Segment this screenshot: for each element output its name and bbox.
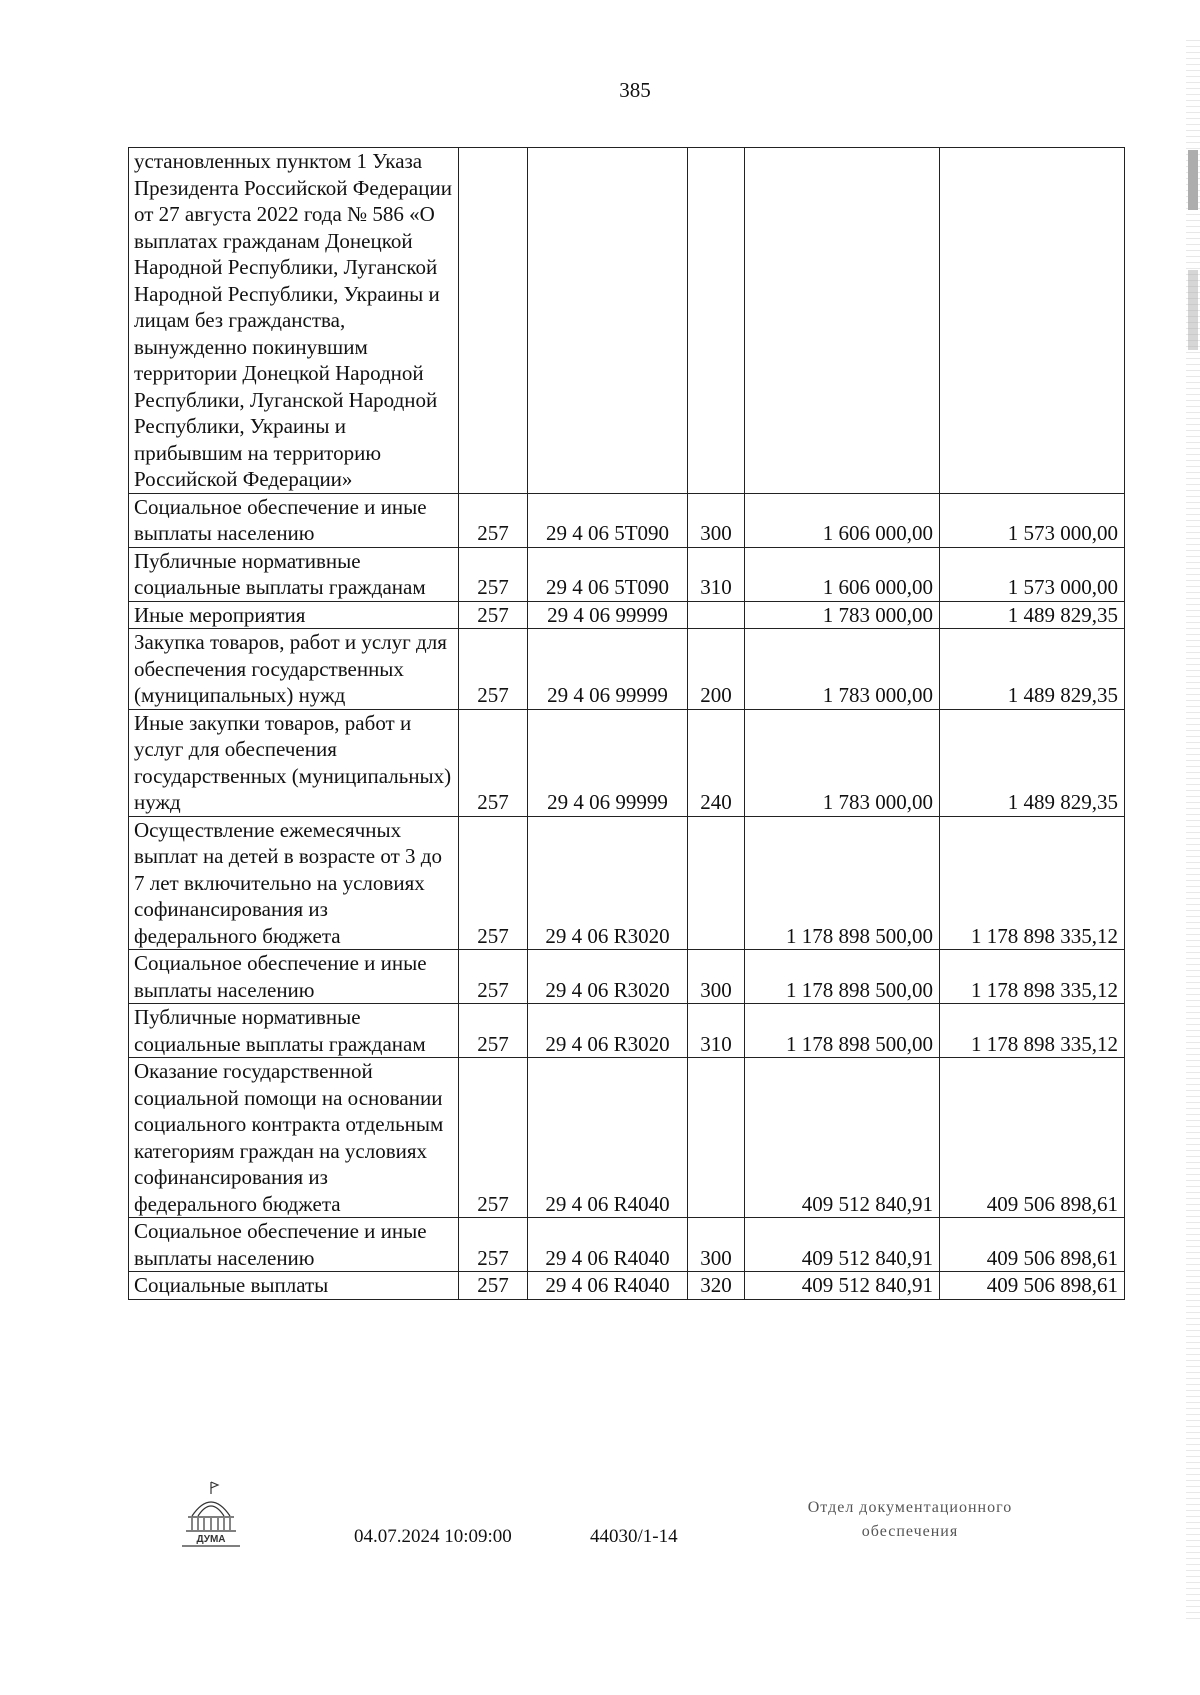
table-row xyxy=(129,629,1125,710)
page-number: 385 xyxy=(619,78,651,102)
actual-amount: 409 506 898,61 xyxy=(940,1058,1125,1218)
row-description: Осуществление ежемесячных выплат на детей в возрасте от 3 до 7 лет включительно на условиях софинансирования из федерального бюджета xyxy=(129,816,459,950)
expense-type: 240 xyxy=(688,709,745,816)
row-description: Публичные нормативные социальные выплаты гражданам xyxy=(129,1004,459,1058)
ministry-code: 257 xyxy=(459,1058,528,1218)
ministry-code: 257 xyxy=(459,1272,528,1300)
ministry-code: 257 xyxy=(459,601,528,629)
expense-type xyxy=(688,601,745,629)
target-article: 29 4 06 R4040 xyxy=(528,1272,688,1300)
target-article: 29 4 06 99999 xyxy=(528,709,688,816)
table-row xyxy=(129,493,1125,547)
expense-type xyxy=(688,816,745,950)
planned-amount: 409 512 840,91 xyxy=(745,1218,940,1272)
row-description: Иные мероприятия xyxy=(129,601,459,629)
actual-amount: 1 178 898 335,12 xyxy=(940,816,1125,950)
planned-amount: 1 178 898 500,00 xyxy=(745,816,940,950)
table-row xyxy=(129,1272,1125,1300)
row-description: Закупка товаров, работ и услуг для обеспечения государственных (муниципальных) нужд xyxy=(129,629,459,710)
budget-table-body xyxy=(129,148,1125,1300)
table-row xyxy=(129,148,1125,494)
ministry-code: 257 xyxy=(459,547,528,601)
target-article: 29 4 06 R3020 xyxy=(528,1004,688,1058)
target-article: 29 4 06 5Т090 xyxy=(528,547,688,601)
ministry-code: 257 xyxy=(459,950,528,1004)
row-description: Социальные выплаты xyxy=(129,1272,459,1300)
table-row xyxy=(129,816,1125,950)
target-article: 29 4 06 R4040 xyxy=(528,1218,688,1272)
expense-type xyxy=(688,1058,745,1218)
row-description: Социальное обеспечение и иные выплаты населению xyxy=(129,1218,459,1272)
target-article: 29 4 06 R3020 xyxy=(528,950,688,1004)
row-description: Социальное обеспечение и иные выплаты населению xyxy=(129,493,459,547)
planned-amount: 1 606 000,00 xyxy=(745,547,940,601)
footer-reg-number: 44030/1-14 xyxy=(590,1526,678,1547)
actual-amount: 1 573 000,00 xyxy=(940,493,1125,547)
ministry-code: 257 xyxy=(459,709,528,816)
planned-amount: 409 512 840,91 xyxy=(745,1058,940,1218)
actual-amount: 1 573 000,00 xyxy=(940,547,1125,601)
scan-edge-artifact xyxy=(1186,40,1200,1620)
scan-mark xyxy=(1188,150,1198,210)
expense-type: 300 xyxy=(688,1218,745,1272)
footer-datetime: 04.07.2024 10:09:00 xyxy=(354,1526,512,1547)
planned-amount: 1 606 000,00 xyxy=(745,493,940,547)
ministry-code: 257 xyxy=(459,629,528,710)
table-row xyxy=(129,1004,1125,1058)
expense-type: 300 xyxy=(688,950,745,1004)
stamp-line-2: обеспечения xyxy=(861,1523,959,1540)
table-row xyxy=(129,1218,1125,1272)
target-article: 29 4 06 5Т090 xyxy=(528,493,688,547)
row-description: установленных пунктом 1 Указа Президента Российской Федерации от 27 августа 2022 года № 586 «О выплатах гражданам Донецкой Народной Республики, Луганской Народной Республики, Украины и лицам без гражданства, вынужденно покинувшим территории Донецкой Народной Республики, Луганской Народной Республики, Украины и прибывшим на территорию Российской Федерации» xyxy=(129,148,459,494)
ministry-code xyxy=(459,148,528,494)
expense-type: 320 xyxy=(688,1272,745,1300)
expense-type xyxy=(688,148,745,494)
planned-amount: 1 783 000,00 xyxy=(745,709,940,816)
planned-amount xyxy=(745,148,940,494)
expense-type: 300 xyxy=(688,493,745,547)
stamp-line-1: Отдел документационного xyxy=(807,1499,1013,1516)
target-article: 29 4 06 R3020 xyxy=(528,816,688,950)
actual-amount: 1 178 898 335,12 xyxy=(940,950,1125,1004)
actual-amount: 1 489 829,35 xyxy=(940,629,1125,710)
ministry-code: 257 xyxy=(459,1004,528,1058)
row-description: Иные закупки товаров, работ и услуг для обеспечения государственных (муниципальных) нужд xyxy=(129,709,459,816)
planned-amount: 409 512 840,91 xyxy=(745,1272,940,1300)
row-description: Публичные нормативные социальные выплаты гражданам xyxy=(129,547,459,601)
planned-amount: 1 783 000,00 xyxy=(745,629,940,710)
actual-amount xyxy=(940,148,1125,494)
ministry-code: 257 xyxy=(459,1218,528,1272)
actual-amount: 409 506 898,61 xyxy=(940,1272,1125,1300)
table-row xyxy=(129,709,1125,816)
scan-mark xyxy=(1188,270,1198,350)
ministry-code: 257 xyxy=(459,816,528,950)
duma-logo xyxy=(178,1480,244,1550)
budget-table xyxy=(128,147,1125,1300)
target-article: 29 4 06 99999 xyxy=(528,629,688,710)
logo-text: ДУМА xyxy=(196,1534,226,1545)
actual-amount: 1 489 829,35 xyxy=(940,601,1125,629)
row-description: Социальное обеспечение и иные выплаты населению xyxy=(129,950,459,1004)
planned-amount: 1 783 000,00 xyxy=(745,601,940,629)
target-article xyxy=(528,148,688,494)
target-article: 29 4 06 R4040 xyxy=(528,1058,688,1218)
ministry-code: 257 xyxy=(459,493,528,547)
actual-amount: 409 506 898,61 xyxy=(940,1218,1125,1272)
row-description: Оказание государственной социальной помощи на основании социального контракта отдельным категориям граждан на условиях софинансирования из федерального бюджета xyxy=(129,1058,459,1218)
expense-type: 200 xyxy=(688,629,745,710)
expense-type: 310 xyxy=(688,1004,745,1058)
table-row xyxy=(129,601,1125,629)
target-article: 29 4 06 99999 xyxy=(528,601,688,629)
planned-amount: 1 178 898 500,00 xyxy=(745,950,940,1004)
table-row xyxy=(129,1058,1125,1218)
actual-amount: 1 489 829,35 xyxy=(940,709,1125,816)
department-stamp xyxy=(770,1496,1050,1544)
actual-amount: 1 178 898 335,12 xyxy=(940,1004,1125,1058)
planned-amount: 1 178 898 500,00 xyxy=(745,1004,940,1058)
table-row xyxy=(129,547,1125,601)
table-row xyxy=(129,950,1125,1004)
expense-type: 310 xyxy=(688,547,745,601)
